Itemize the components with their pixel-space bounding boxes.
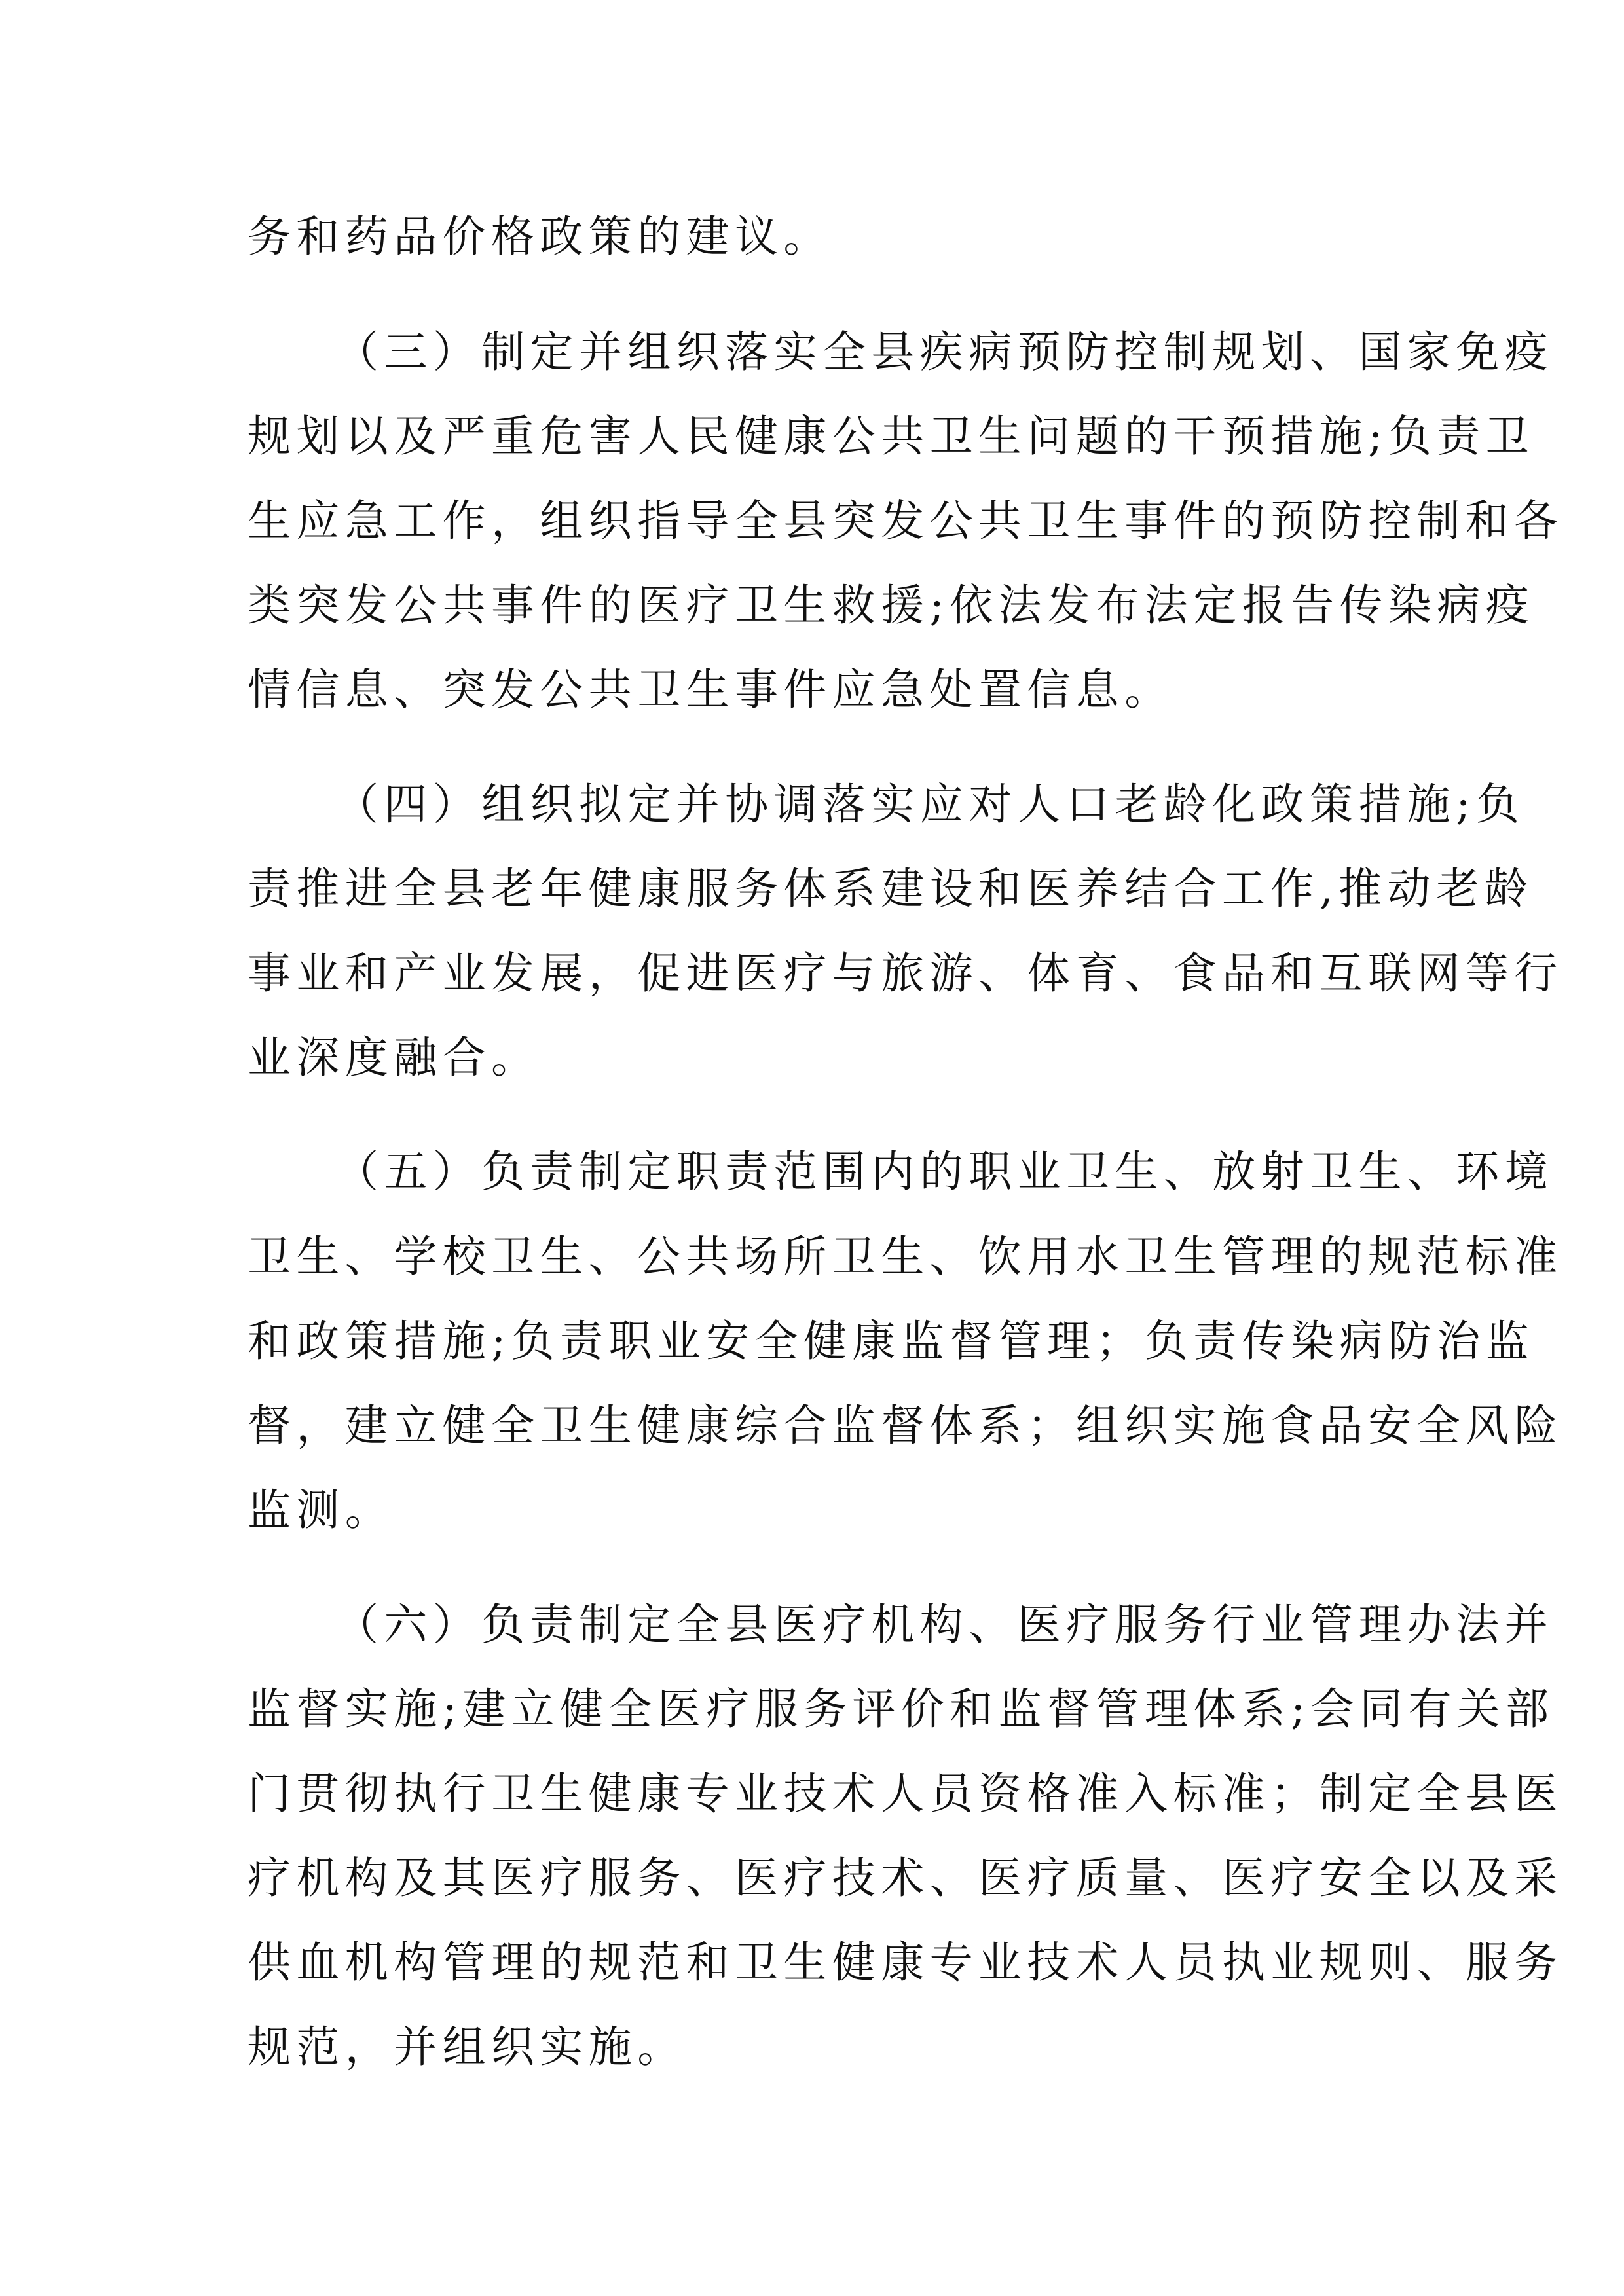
paragraph-5-line-5: 监测。 [248, 1485, 394, 1535]
paragraph-5-line-4: 督，建立健全卫生健康综合监督体系；组织实施食品安全风险 [248, 1400, 1563, 1451]
paragraph-3-line-1: （三）制定并组织落实全县疾病预防控制规划、国家免疫 [335, 327, 1553, 377]
paragraph-4-line-2: 责推进全县老年健康服务体系建设和医养结合工作,推动老龄 [248, 864, 1534, 914]
paragraph-continuation-line-1: 务和药品价格政策的建议。 [248, 211, 832, 262]
paragraph-4-line-1: （四）组织拟定并协调落实应对人口老龄化政策措施;负 [335, 779, 1525, 829]
paragraph-6-line-5: 供血机构管理的规范和卫生健康专业技术人员执业规则、服务 [248, 1937, 1563, 1988]
paragraph-4-line-3: 事业和产业发展，促进医疗与旅游、体育、食品和互联网等行 [248, 948, 1563, 998]
paragraph-3-line-3: 生应急工作，组织指导全县突发公共卫生事件的预防控制和各 [248, 496, 1563, 546]
paragraph-3-line-5: 情信息、突发公共卫生事件应急处置信息。 [248, 665, 1173, 715]
paragraph-6-line-2: 监督实施;建立健全医疗服务评价和监督管理体系;会同有关部 [248, 1684, 1555, 1734]
paragraph-5-line-2: 卫生、学校卫生、公共场所卫生、饮用水卫生管理的规范标准 [248, 1231, 1563, 1282]
paragraph-5-line-3: 和政策措施;负责职业安全健康监督管理；负责传染病防治监 [248, 1316, 1535, 1366]
paragraph-4-line-4: 业深度融合。 [248, 1032, 540, 1083]
paragraph-6-line-6: 规范，并组织实施。 [248, 2022, 686, 2072]
paragraph-6-line-4: 疗机构及其医疗服务、医疗技术、医疗质量、医疗安全以及采 [248, 1853, 1563, 1903]
paragraph-3-line-4: 类突发公共事件的医疗卫生救援;依法发布法定报告传染病疫 [248, 580, 1535, 630]
paragraph-5-line-1: （五）负责制定职责范围内的职业卫生、放射卫生、环境 [335, 1146, 1553, 1197]
paragraph-3-line-2: 规划以及严重危害人民健康公共卫生问题的干预措施;负责卫 [248, 411, 1535, 462]
paragraph-6-line-1: （六）负责制定全县医疗机构、医疗服务行业管理办法并 [335, 1599, 1553, 1650]
paragraph-6-line-3: 门贯彻执行卫生健康专业技术人员资格准入标准；制定全县医 [248, 1768, 1563, 1819]
